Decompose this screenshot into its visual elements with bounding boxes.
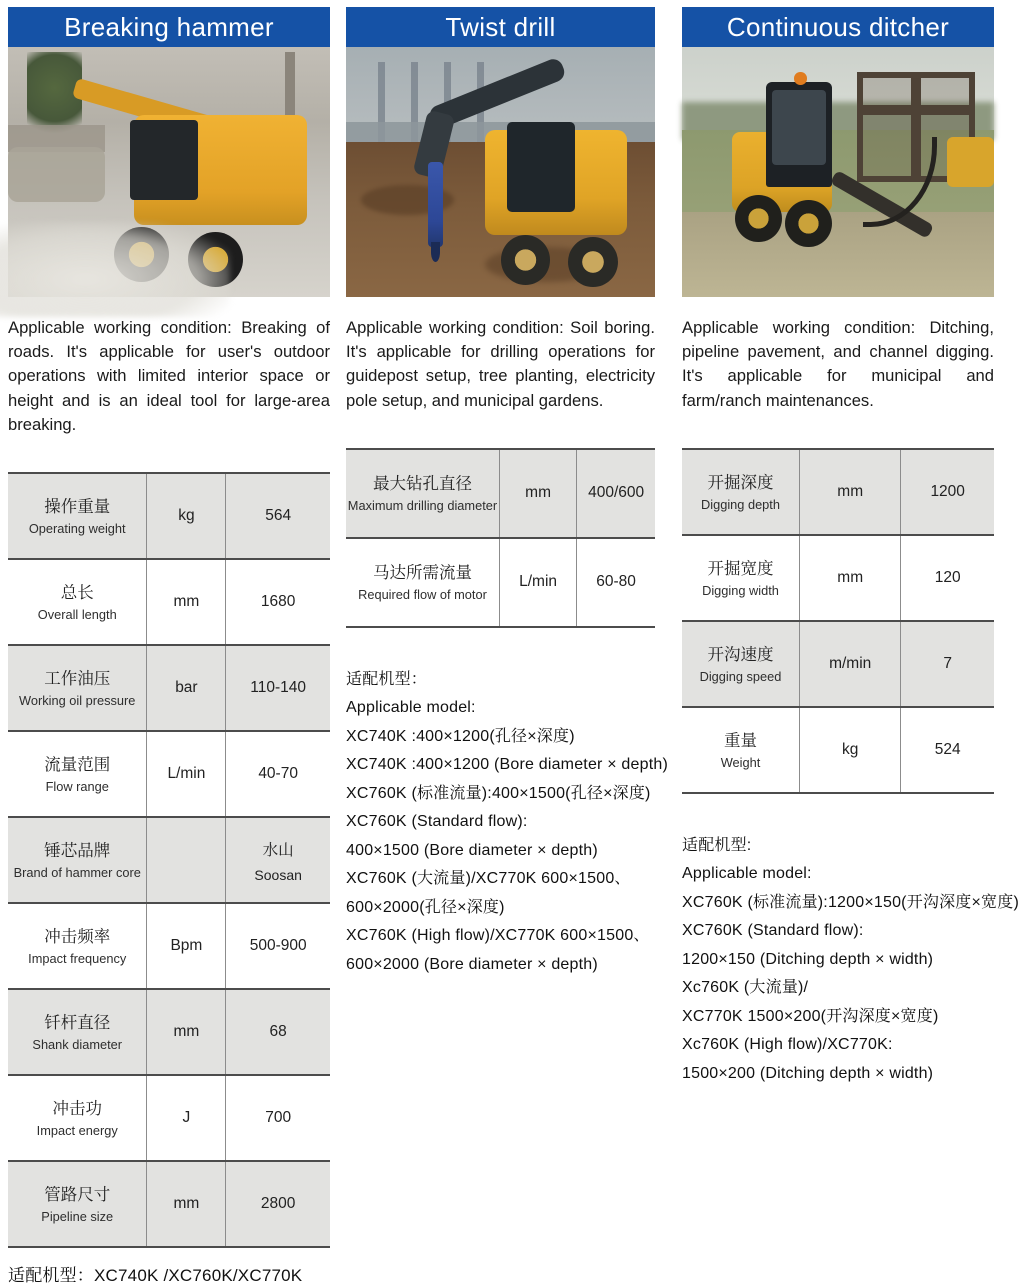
spec-unit-text: mm: [173, 1023, 200, 1041]
spec-label: [8, 560, 146, 644]
applicable-models-text: [346, 666, 668, 980]
models-line: XC740K :400×1200(孔径×深度): [346, 727, 575, 745]
models-line: XC760K (Standard flow):: [682, 922, 864, 940]
spec-label-en: Flow range: [45, 779, 109, 795]
spec-value-text: 2800: [260, 1195, 296, 1213]
spec-value: [225, 646, 330, 730]
spec-value-text: 500-900: [249, 937, 307, 955]
table-row: [8, 988, 330, 1074]
models-line: Applicable model:: [346, 699, 476, 717]
spec-label-zh: 操作重量: [44, 497, 111, 516]
column-twist-drill: [346, 0, 668, 979]
spec-label: [8, 1076, 146, 1160]
models-line: 适配机型：XC740K /XC760K/XC770K: [8, 1266, 303, 1286]
table-row: [8, 558, 330, 644]
spec-table-twist-drill: [346, 448, 655, 628]
table-row: [346, 537, 655, 626]
cab-window: [772, 90, 825, 165]
spec-label-zh: 重量: [724, 731, 757, 750]
spec-unit: [799, 708, 900, 792]
spec-label-en: Brand of hammer core: [13, 865, 141, 881]
spec-value: [225, 990, 330, 1074]
spec-value: [900, 450, 994, 534]
beacon-light: [794, 72, 806, 85]
spec-unit-text: mm: [837, 568, 864, 586]
spec-value: [900, 536, 994, 620]
spec-unit: [146, 732, 225, 816]
table-row: [682, 620, 994, 706]
spec-value-text: 60-80: [596, 573, 636, 591]
spec-label: [346, 539, 499, 626]
spec-label-en: Impact energy: [36, 1123, 118, 1139]
spec-label: [346, 450, 499, 537]
models-line: XC760K (标准流量):1200×150(开沟深度×宽度): [682, 893, 1019, 911]
spec-value: [225, 904, 330, 988]
spec-label-zh: 开掘宽度: [707, 559, 774, 578]
models-line: 1200×150 (Ditching depth × width): [682, 950, 934, 968]
models-line: Applicable model:: [682, 865, 812, 883]
working-condition-text: Applicable working condition: Ditching, pipeline pavement, and channel digging. It's applicable for municipal and farm/ranch maintenances.: [682, 318, 994, 410]
spec-value: [225, 560, 330, 644]
spec-label: [8, 732, 146, 816]
models-line: 适配机型：: [346, 670, 428, 688]
twist-drill-photo: [346, 47, 655, 297]
section-title-twist-drill: Twist drill: [346, 7, 655, 47]
models-line: XC770K 1500×200(开沟深度×宽度): [682, 1007, 939, 1025]
spec-label-zh: 锤芯品牌: [44, 841, 111, 860]
models-line: XC760K (High flow)/XC770K 600×1500、: [346, 927, 650, 945]
spec-label-en: Weight: [720, 754, 761, 770]
rubble-pile: [8, 147, 105, 202]
spec-label-en: Maximum drilling diameter: [347, 498, 498, 514]
spec-label: [8, 1162, 146, 1246]
spec-unit: [799, 450, 900, 534]
spec-label: [8, 646, 146, 730]
spec-unit-text: bar: [175, 679, 198, 697]
table-row: [682, 534, 994, 620]
foreground-gravel: [682, 212, 994, 297]
spec-label: [8, 990, 146, 1074]
spec-value: [900, 708, 994, 792]
spec-label-en: Pipeline size: [41, 1209, 114, 1225]
spec-value-text: 7: [943, 654, 952, 672]
dust-cloud: [0, 222, 230, 317]
spec-value-text: 40-70: [258, 765, 298, 783]
spec-unit: [799, 536, 900, 620]
spec-label-en: Shank diameter: [32, 1037, 123, 1053]
spec-label: [682, 450, 799, 534]
spec-label-zh: 管路尺寸: [44, 1185, 111, 1204]
spec-label-zh: 最大钻孔直径: [372, 475, 472, 494]
spec-label-en: Impact frequency: [28, 951, 127, 967]
spec-value-text: 水山: [262, 841, 294, 859]
table-row: [8, 816, 330, 902]
steel-structure-beam: [863, 105, 970, 115]
spec-label: [8, 474, 146, 558]
loader-wheel: [501, 235, 550, 285]
spec-value: [576, 450, 655, 537]
section-title-continuous-ditcher: Continuous ditcher: [682, 7, 994, 47]
spec-label-en: Overall length: [37, 607, 117, 623]
table-row: [8, 902, 330, 988]
spec-value: [576, 539, 655, 626]
spec-unit-text: mm: [525, 484, 551, 502]
spec-value: [225, 1076, 330, 1160]
spec-label: [682, 622, 799, 706]
spec-unit-text: kg: [178, 507, 195, 525]
spec-label: [682, 708, 799, 792]
models-line: 600×2000(孔径×深度): [346, 898, 505, 916]
column-continuous-ditcher: [682, 0, 1019, 1088]
spec-label-en: Working oil pressure: [19, 693, 136, 709]
spec-unit: [146, 560, 225, 644]
models-line: XC760K (大流量)/XC770K 600×1500、: [346, 870, 631, 888]
spec-label-zh: 开沟速度: [707, 645, 774, 664]
spec-label-zh: 总长: [60, 583, 94, 602]
table-row: [8, 472, 330, 558]
spec-value-text: 1200: [930, 482, 965, 500]
loader-wheel: [568, 237, 617, 287]
spec-label: [8, 904, 146, 988]
table-row: [8, 1074, 330, 1160]
section-title-breaking-hammer: Breaking hammer: [8, 7, 330, 47]
models-line: XC740K :400×1200 (Bore diameter × depth): [346, 756, 668, 774]
models-line: 400×1500 (Bore diameter × depth): [346, 841, 598, 859]
spec-unit-text: Bpm: [170, 937, 203, 955]
spec-label-zh: 冲击功: [52, 1099, 102, 1118]
models-line: Xc760K (High flow)/XC770K:: [682, 1036, 893, 1054]
spec-label-zh: 钎杆直径: [44, 1013, 111, 1032]
spec-table-continuous-ditcher: [682, 448, 994, 794]
spec-label-en: Digging width: [702, 582, 779, 598]
spec-value: [225, 732, 330, 816]
models-line: 600×2000 (Bore diameter × depth): [346, 955, 598, 973]
working-condition-text: Applicable working condition: Soil boring. It's applicable for drilling operations for guidepost setup, tree planting, electricity pole setup, and municipal gardens.: [346, 318, 655, 410]
spec-value: [900, 622, 994, 706]
spec-label-zh: 马达所需流量: [372, 564, 472, 583]
models-line: Xc760K (大流量)/: [682, 979, 809, 997]
spec-unit: [499, 539, 576, 626]
spec-value-text: 1680: [260, 593, 296, 611]
spec-unit-text: mm: [173, 1195, 200, 1213]
table-row: [682, 706, 994, 792]
spec-table-breaking-hammer: [8, 472, 330, 1248]
spec-value: [225, 474, 330, 558]
applicable-models-text: [682, 832, 1019, 1089]
table-row: [682, 448, 994, 534]
spec-label-zh: 工作油压: [44, 669, 111, 688]
spec-unit: [146, 990, 225, 1074]
spec-label-en: Digging depth: [701, 496, 780, 512]
spec-unit: [146, 646, 225, 730]
spec-value-text: 110-140: [250, 679, 307, 697]
spec-unit-text: mm: [837, 482, 864, 500]
spec-unit-text: kg: [842, 740, 859, 758]
spec-unit-text: L/min: [519, 573, 558, 591]
continuous-ditcher-photo: [682, 47, 994, 297]
spec-unit: [499, 450, 576, 537]
working-condition-text: Applicable working condition: Breaking of roads. It's applicable for user's outdoor operations with limited interior space or height and is an ideal tool for large-area breaking.: [8, 318, 330, 434]
spec-unit-text: m/min: [829, 654, 872, 672]
spec-value: [225, 818, 330, 902]
models-line: XC760K (标准流量):400×1500(孔径×深度): [346, 784, 651, 802]
spec-unit: [146, 904, 225, 988]
spec-unit: [146, 474, 225, 558]
spec-value-text: 68: [269, 1023, 287, 1041]
background-loader: [947, 137, 994, 187]
loader-cab: [507, 122, 575, 212]
table-row: [346, 448, 655, 537]
table-row: [8, 730, 330, 816]
spec-value-text: 700: [265, 1109, 292, 1127]
spec-unit: [146, 1076, 225, 1160]
column-breaking-hammer: [8, 0, 330, 1288]
spec-label: [682, 536, 799, 620]
spec-unit: [799, 622, 900, 706]
spec-unit: [146, 818, 225, 902]
applicable-models-text: [8, 1264, 330, 1288]
loader-wheel: [735, 195, 782, 243]
spec-unit-text: L/min: [167, 765, 206, 783]
spec-value-text: 524: [934, 740, 961, 758]
spec-label-en: Operating weight: [28, 521, 126, 537]
loader-cab: [130, 120, 198, 200]
table-row: [8, 1160, 330, 1246]
models-line: 适配机型:: [682, 836, 752, 854]
spec-label-zh: 冲击频率: [44, 927, 111, 946]
spec-value-subtext: Soosan: [254, 866, 302, 883]
spec-unit-text: mm: [173, 593, 200, 611]
loader-wheel: [785, 200, 832, 248]
table-row: [8, 644, 330, 730]
spec-unit: [146, 1162, 225, 1246]
spec-label-en: Required flow of motor: [358, 587, 487, 603]
spec-label-en: Digging speed: [699, 668, 782, 684]
models-line: XC760K (Standard flow):: [346, 813, 528, 831]
auger-drill: [428, 162, 443, 247]
models-line: 1500×200 (Ditching depth × width): [682, 1064, 934, 1082]
spec-unit-text: J: [182, 1109, 191, 1127]
spec-label: [8, 818, 146, 902]
breaking-hammer-photo: [8, 47, 330, 297]
spec-value: [225, 1162, 330, 1246]
spec-label-zh: 开掘深度: [707, 473, 774, 492]
spec-value-text: 400/600: [588, 484, 645, 502]
spec-value-text: 120: [934, 568, 961, 586]
spec-value-text: 564: [265, 507, 292, 525]
spec-label-zh: 流量范围: [44, 755, 111, 774]
